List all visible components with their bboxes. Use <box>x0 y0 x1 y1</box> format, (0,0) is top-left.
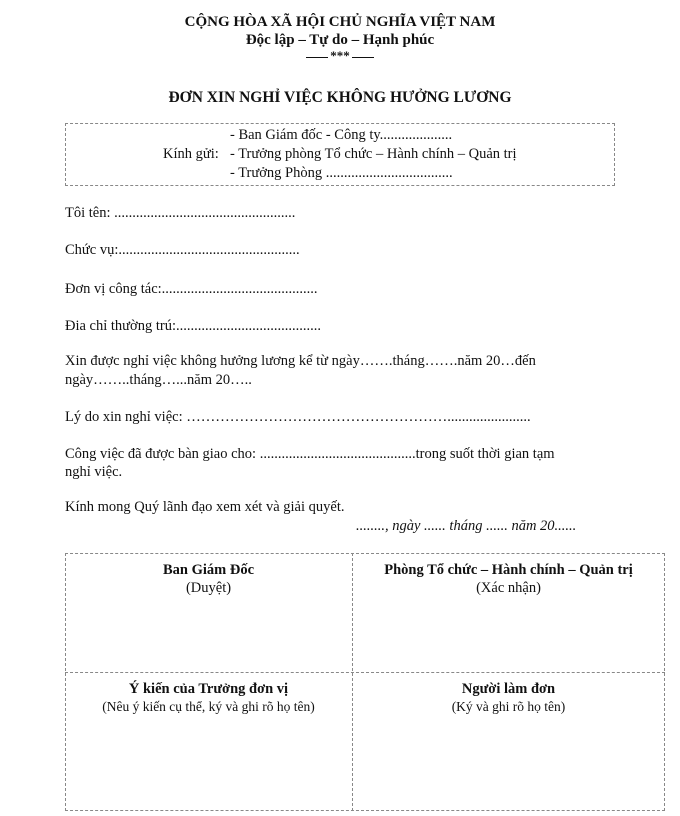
field-unit: Đơn vị công tác:........................................... <box>65 281 318 297</box>
applicant-subtitle: (Ký và ghi rõ họ tên) <box>451 699 566 714</box>
admin-dept-subtitle: (Xác nhận) <box>476 580 541 596</box>
admin-dept-title: Phòng Tổ chức – Hành chính – Quản trị <box>384 562 633 578</box>
recipient-line-3: - Trưởng Phòng ................................... <box>230 165 453 181</box>
field-leave-period-line-2: ngày……..tháng…...năm 20….. <box>65 372 252 388</box>
document-title: ĐƠN XIN NGHỈ VIỆC KHÔNG HƯỞNG LƯƠNG <box>168 89 512 106</box>
unit-head-subtitle: (Nêu ý kiến cụ thể, ký và ghi rõ họ tên) <box>102 699 315 714</box>
unit-head-title: Ý kiến của Trưởng đơn vị <box>128 681 289 697</box>
recipient-label: Kính gửi: <box>163 146 219 162</box>
recipient-line-1: - Ban Giám đốc - Công ty.................... <box>230 127 453 143</box>
field-position: Chức vụ:.................................................. <box>65 242 300 258</box>
field-handover-line-2: nghỉ việc. <box>65 464 123 480</box>
closing-request: Kính mong Quý lãnh đạo xem xét và giải quyết. <box>65 499 345 515</box>
board-subtitle: (Duyệt) <box>185 580 232 596</box>
applicant-title: Người làm đơn <box>461 681 556 697</box>
field-handover-line-1: Công việc đã được bàn giao cho: ...........................................trong suốt thời gian tạm <box>65 446 555 462</box>
signature-grid-divider-horizontal <box>65 672 665 673</box>
country-name: CỘNG HÒA XÃ HỘI CHỦ NGHĨA VIỆT NAM <box>184 14 496 30</box>
field-name: Tôi tên: .................................................. <box>65 205 296 221</box>
national-motto: Độc lập – Tự do – Hạnh phúc <box>245 32 435 48</box>
field-address: Đia chỉ thường trú:........................................ <box>65 318 321 334</box>
field-reason: Lý do xin nghỉ việc: ………………………………………………....................... <box>65 409 531 425</box>
board-title: Ban Giám Đốc <box>162 562 255 578</box>
header-separator: *** <box>0 48 680 64</box>
field-leave-period-line-1: Xin được nghỉ việc không hưởng lương kể từ ngày…….tháng…….năm 20…đến <box>65 353 536 369</box>
date-line: ........, ngày ...... tháng ...... năm 20...... <box>356 518 577 534</box>
recipient-line-2: - Trưởng phòng Tổ chức – Hành chính – Quản trị <box>230 146 517 162</box>
